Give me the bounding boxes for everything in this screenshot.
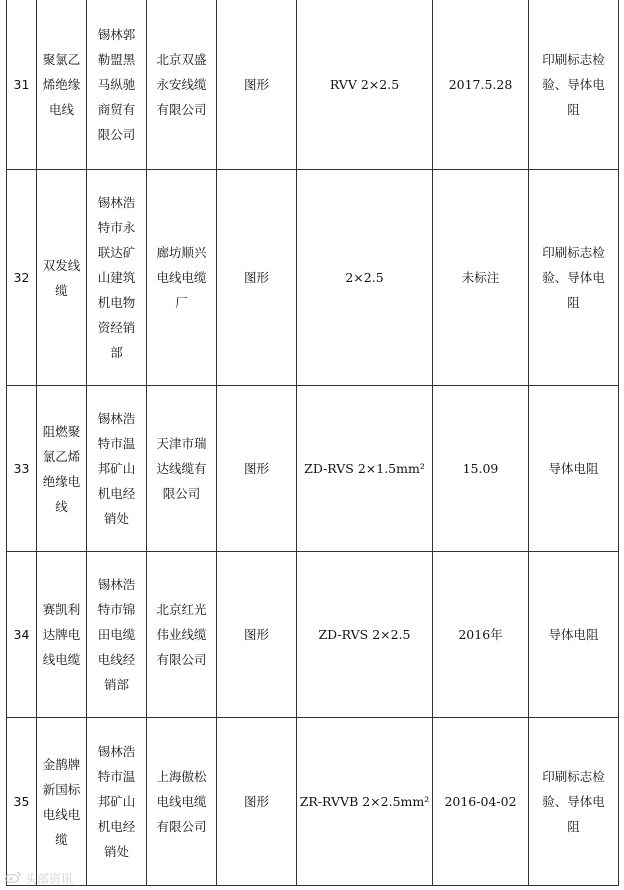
table-row xyxy=(7,386,619,552)
seller-name: 锡林浩 特市锦 田电缆 电线经 销部 xyxy=(87,552,147,718)
model-spec: RVV 2×2.5 xyxy=(297,0,433,170)
inspection-results-table xyxy=(6,0,619,886)
product-name: 聚氯乙 烯绝缘 电线 xyxy=(37,0,87,170)
brand-mark: 图形 xyxy=(217,386,297,552)
manufacturer-name: 上海傲松 电线电缆 有限公司 xyxy=(147,718,217,886)
row-number: 31 xyxy=(7,0,37,170)
production-date: 15.09 xyxy=(433,386,529,552)
row-number: 35 xyxy=(7,718,37,886)
weibo-logo-icon xyxy=(4,871,22,886)
manufacturer-name: 北京双盛 永安线缆 有限公司 xyxy=(147,0,217,170)
watermark xyxy=(4,870,73,887)
production-date: 2016-04-02 xyxy=(433,718,529,886)
model-spec: ZD-RVS 2×2.5 xyxy=(297,552,433,718)
failed-items: 印刷标志检 验、导体电 阻 xyxy=(529,718,619,886)
production-date: 未标注 xyxy=(433,170,529,386)
table-row xyxy=(7,718,619,886)
product-name: 双发线 缆 xyxy=(37,170,87,386)
brand-mark: 图形 xyxy=(217,718,297,886)
model-spec: ZR-RVVB 2×2.5mm² xyxy=(297,718,433,886)
model-spec: 2×2.5 xyxy=(297,170,433,386)
manufacturer-name: 北京红光 伟业线缆 有限公司 xyxy=(147,552,217,718)
table-row xyxy=(7,170,619,386)
table-row xyxy=(7,552,619,718)
row-number: 33 xyxy=(7,386,37,552)
row-number: 32 xyxy=(7,170,37,386)
manufacturer-name: 廊坊顺兴 电线电缆 厂 xyxy=(147,170,217,386)
product-name: 赛凯利 达牌电 线电缆 xyxy=(37,552,87,718)
seller-name: 锡林浩 特市温 邦矿山 机电经 销处 xyxy=(87,386,147,552)
model-spec: ZD-RVS 2×1.5mm² xyxy=(297,386,433,552)
seller-name: 锡林郭 勒盟黑 马纵驰 商贸有 限公司 xyxy=(87,0,147,170)
production-date: 2017.5.28 xyxy=(433,0,529,170)
brand-mark: 图形 xyxy=(217,0,297,170)
manufacturer-name: 天津市瑞 达线缆有 限公司 xyxy=(147,386,217,552)
failed-items: 导体电阻 xyxy=(529,386,619,552)
brand-mark: 图形 xyxy=(217,170,297,386)
row-number: 34 xyxy=(7,552,37,718)
failed-items: 导体电阻 xyxy=(529,552,619,718)
failed-items: 印刷标志检 验、导体电 阻 xyxy=(529,0,619,170)
seller-name: 锡林浩 特市永 联达矿 山建筑 机电物 资经销 部 xyxy=(87,170,147,386)
watermark-text: 头部资讯 xyxy=(25,872,74,886)
failed-items: 印刷标志检 验、导体电 阻 xyxy=(529,170,619,386)
seller-name: 锡林浩 特市温 邦矿山 机电经 销处 xyxy=(87,718,147,886)
product-name: 金鹊牌 新国标 电线电 缆 xyxy=(37,718,87,886)
product-name: 阻燃聚 氯乙烯 绝缘电 线 xyxy=(37,386,87,552)
brand-mark: 图形 xyxy=(217,552,297,718)
production-date: 2016年 xyxy=(433,552,529,718)
table-row xyxy=(7,0,619,170)
